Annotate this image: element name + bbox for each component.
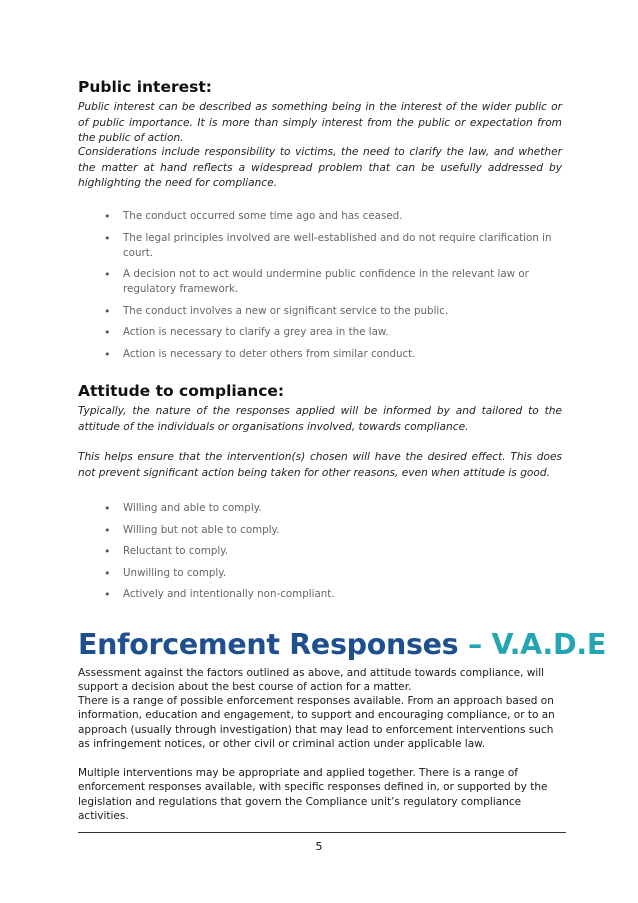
public-interest-paragraph-2: Considerations include responsibility to victims, the need to clarify the law, and whether the matter at hand reflects a widespread problem that can be usefully addressed by highlighting the need for compliance.	[78, 146, 562, 189]
public-interest-paragraph-1: Public interest can be described as something being in the interest of the wider public or of public importance. It is more than simply interest from the public or expectation from the public of action.	[78, 101, 562, 144]
bullet-icon: •	[104, 588, 111, 601]
bullet-icon: •	[104, 326, 111, 339]
public-interest-heading: Public interest:	[78, 78, 212, 96]
list-item: • A decision not to act would undermine public confidence in the relevant law or regulatory framework.	[104, 268, 529, 295]
bullet-icon: •	[104, 545, 111, 558]
bullet-icon: •	[104, 347, 111, 361]
attitude-paragraph-2: This helps ensure that the intervention(s) chosen will have the desired effect. This does not prevent significant action being taken for other reasons, even when attitude is good.	[78, 451, 562, 479]
public-interest-bullet-list	[100, 209, 562, 368]
enforcement-heading-main: Enforcement Responses	[78, 628, 459, 661]
list-item: • Reluctant to comply.	[104, 545, 229, 558]
bullet-icon: •	[104, 304, 111, 318]
bullet-icon: •	[104, 566, 111, 580]
list-item: • Action is necessary to clarify a grey area in the law.	[104, 326, 389, 339]
bullet-icon: •	[104, 231, 111, 245]
bullet-icon: •	[104, 502, 111, 515]
attitude-heading: Attitude to compliance:	[78, 382, 285, 400]
enforcement-paragraph-3: Multiple interventions may be appropriate and applied together. There is a range of enforcement responses available, with specific responses defined in, or supported by the legislation and regulations that govern the Compliance unit’s regulatory compliance activities.	[78, 767, 548, 822]
enforcement-paragraph-1: Assessment against the factors outlined as above, and attitude towards compliance, will support a decision about the best course of action for a matter.	[78, 667, 545, 694]
footer-divider	[78, 832, 566, 833]
enforcement-heading-vade: – V.A.D.E	[458, 628, 607, 661]
attitude-paragraph-1: Typically, the nature of the responses applied will be informed by and tailored to the attitude of the individuals or organisations involved, towards compliance.	[78, 405, 562, 433]
list-item: • Actively and intentionally non-compliant.	[104, 588, 335, 601]
page-number: 5	[315, 840, 323, 853]
list-item: • Willing and able to comply.	[104, 502, 262, 515]
list-item: • The conduct occurred some time ago and has ceased.	[104, 210, 403, 223]
list-item: • Unwilling to comply.	[104, 566, 227, 580]
list-item: • The conduct involves a new or significant service to the public.	[104, 304, 449, 318]
bullet-icon: •	[104, 210, 111, 223]
attitude-bullet-list	[100, 501, 562, 609]
bullet-icon: •	[104, 268, 111, 281]
list-item: • Willing but not able to comply.	[104, 523, 280, 537]
enforcement-paragraph-2: There is a range of possible enforcement responses available. From an approach based on information, education and engagement, to support and encouraging compliance, or to an approach (usually through investigation) that may lead to enforcement interventions such as infringement notices, or other civil or criminal action under applicable law.	[78, 695, 555, 750]
bullet-icon: •	[104, 523, 111, 537]
list-item: • Action is necessary to deter others from similar conduct.	[104, 347, 416, 361]
list-item: • The legal principles involved are well-established and do not require clarification in court.	[104, 231, 552, 259]
enforcement-heading	[78, 628, 606, 661]
